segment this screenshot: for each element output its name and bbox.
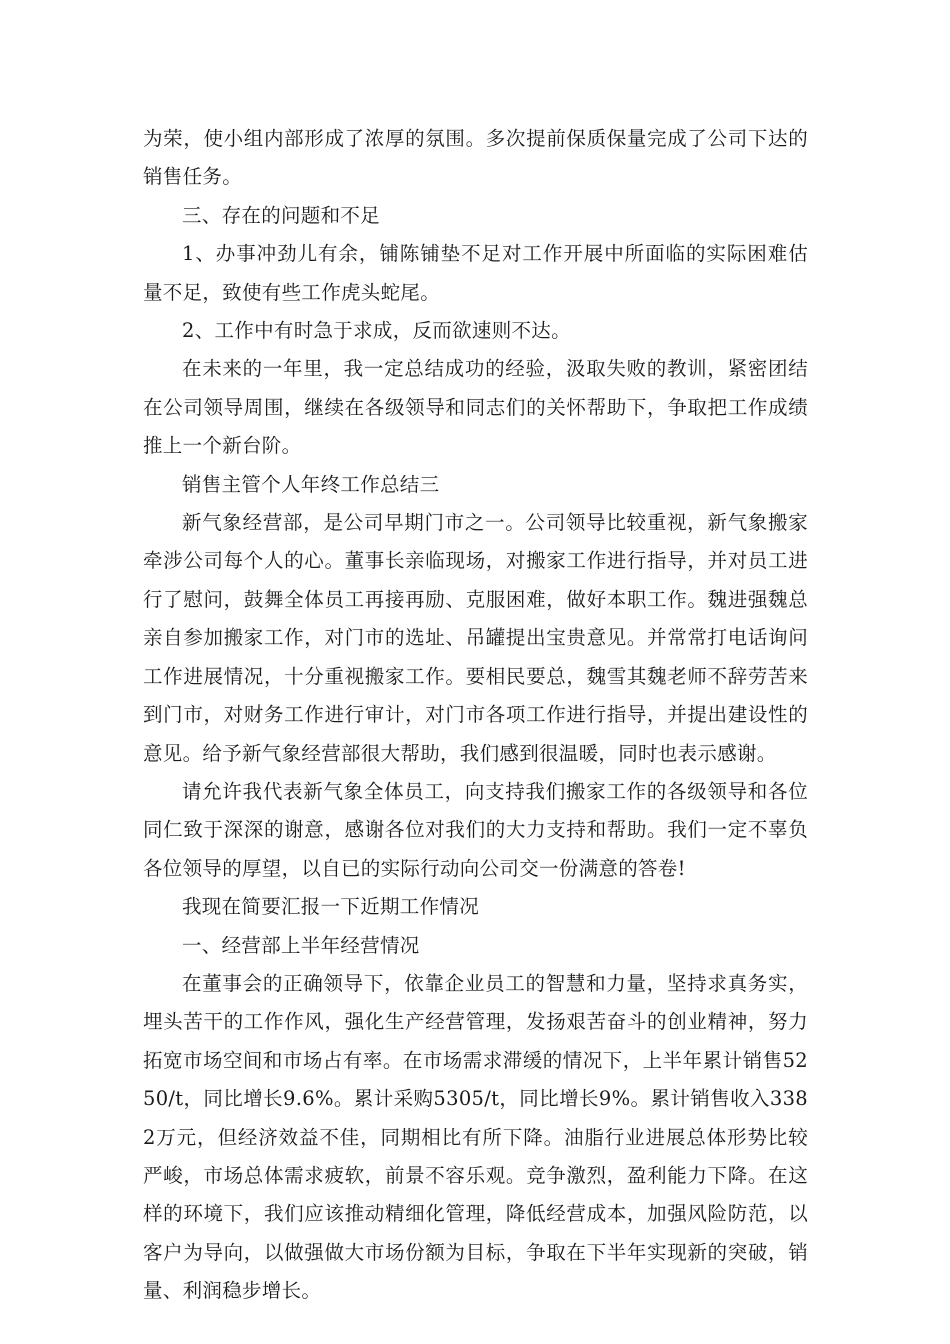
paragraph-continuation: 为荣，使小组内部形成了浓厚的氛围。多次提前保质保量完成了公司下达的销售任务。 [143, 127, 808, 189]
document-body [143, 120, 808, 1311]
paragraph-department-intro: 新气象经营部，是公司早期门市之一。公司领导比较重视，新气象搬家牵涉公司每个人的心。董事长亲临现场，对搬家工作进行指导，并对员工进行了慰问，鼓舞全体员工再接再励、克服困难，做好本职工作。魏进强魏总亲自参加搬家工作，对门市的选址、吊罐提出宝贵意见。并常常打电话询问工作进展情况，十分重视搬家工作。要相民要总，魏雪其魏老师不辞劳苦来到门市，对财务工作进行审计，对门市各项工作进行指导，并提出建设性的意见。给予新气象经营部很大帮助，我们感到很温暖，同时也表示感谢。 [143, 511, 808, 765]
list-item-2: 2、工作中有时急于求成，反而欲速则不达。 [182, 319, 571, 343]
paragraph-report-intro: 我现在简要汇报一下近期工作情况 [182, 895, 480, 919]
section-title-summary-three: 销售主管个人年终工作总结三 [182, 472, 440, 496]
section-heading-problems: 三、存在的问题和不足 [182, 203, 381, 227]
list-item-1: 1、办事冲劲儿有余，铺陈铺垫不足对工作开展中所面临的实际困难估量不足，致使有些工作虎头蛇尾。 [143, 242, 808, 304]
paragraph-thanks: 请允许我代表新气象全体员工，向支持我们搬家工作的各级领导和各位同仁致于深深的谢意，感谢各位对我们的大力支持和帮助。我们一定不辜负各位领导的厚望，以自已的实际行动向公司交一份满意的答卷! [143, 779, 808, 880]
section-heading-operations: 一、经营部上半年经营情况 [182, 933, 420, 957]
paragraph-operations-detail: 在董事会的正确领导下，依靠企业员工的智慧和力量，坚持求真务实，埋头苦干的工作作风，强化生产经营管理，发扬艰苦奋斗的创业精神，努力拓宽市场空间和市场占有率。在市场需求滞缓的情况下，上半年累计销售5250/t，同比增长9.6%。累计采购5305/t，同比增长9%。累计销售收入3382万元，但经济效益不佳，同期相比有所下降。油脂行业进展总体形势比较严峻，市场总体需求疲软，前景不容乐观。竞争激烈，盈利能力下降。在这样的环境下，我们应该推动精细化管理，降低经营成本，加强风险防范，以客户为导向，以做强做大市场份额为目标，争取在下半年实现新的突破，销量、利润稳步增长。 [143, 971, 808, 1303]
paragraph-future-plan: 在未来的一年里，我一定总结成功的经验，汲取失败的教训，紧密团结在公司领导周围，继续在各级领导和同志们的关怀帮助下，争取把工作成绩推上一个新台阶。 [143, 357, 808, 458]
